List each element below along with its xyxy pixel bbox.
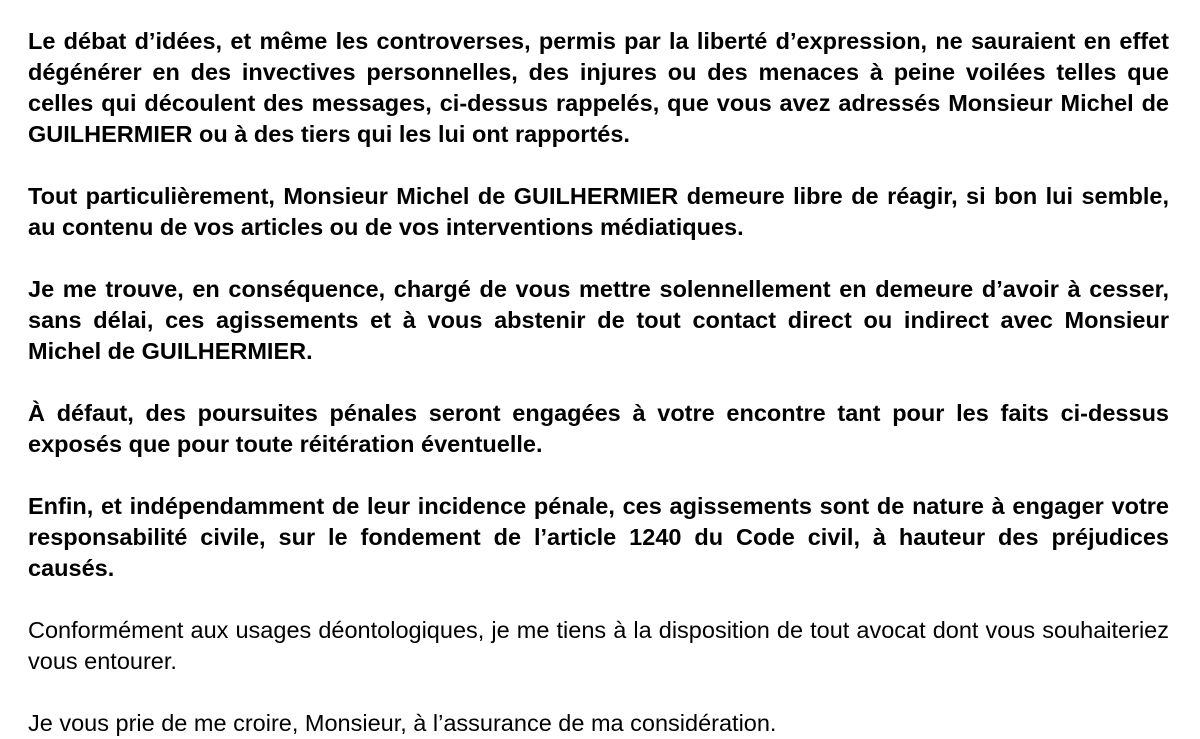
paragraph-closing-salutation: Je vous prie de me croire, Monsieur, à l’assurance de ma considération. xyxy=(28,710,777,736)
paragraph-deontological-usage: Conformément aux usages déontologiques, je me tiens à la disposition de tout avocat dont vous souhaiteriez vous entourer. xyxy=(28,617,1169,674)
paragraph-right-to-react: Tout particulièrement, Monsieur Michel de GUILHERMIER demeure libre de réagir, si bon lui semble, au contenu de vos articles ou de vos interventions médiatiques. xyxy=(28,183,1169,240)
paragraph-debate-ideas: Le débat d’idées, et même les controverses, permis par la liberté d’expression, ne sauraient en effet dégénérer en des invectives personnelles, des injures ou des menaces à peine voilées telles que celles qui découlent des messages, ci-dessus rappelés, que vous avez adressés Monsieur Michel de GUILHERMIER ou à des tiers qui les lui ont rapportés. xyxy=(28,28,1169,147)
letter-body xyxy=(28,26,1169,739)
paragraph-criminal-proceedings: À défaut, des poursuites pénales seront engagées à votre encontre tant pour les faits ci-dessus exposés que pour toute réitération éventuelle. xyxy=(28,400,1169,457)
paragraph-formal-notice: Je me trouve, en conséquence, chargé de vous mettre solennellement en demeure d’avoir à cesser, sans délai, ces agissements et à vous abstenir de tout contact direct ou indirect avec Monsieur Michel de GUILHERMIER. xyxy=(28,276,1169,364)
paragraph-civil-liability: Enfin, et indépendamment de leur incidence pénale, ces agissements sont de nature à engager votre responsabilité civile, sur le fondement de l’article 1240 du Code civil, à hauteur des préjudices causés. xyxy=(28,493,1169,581)
